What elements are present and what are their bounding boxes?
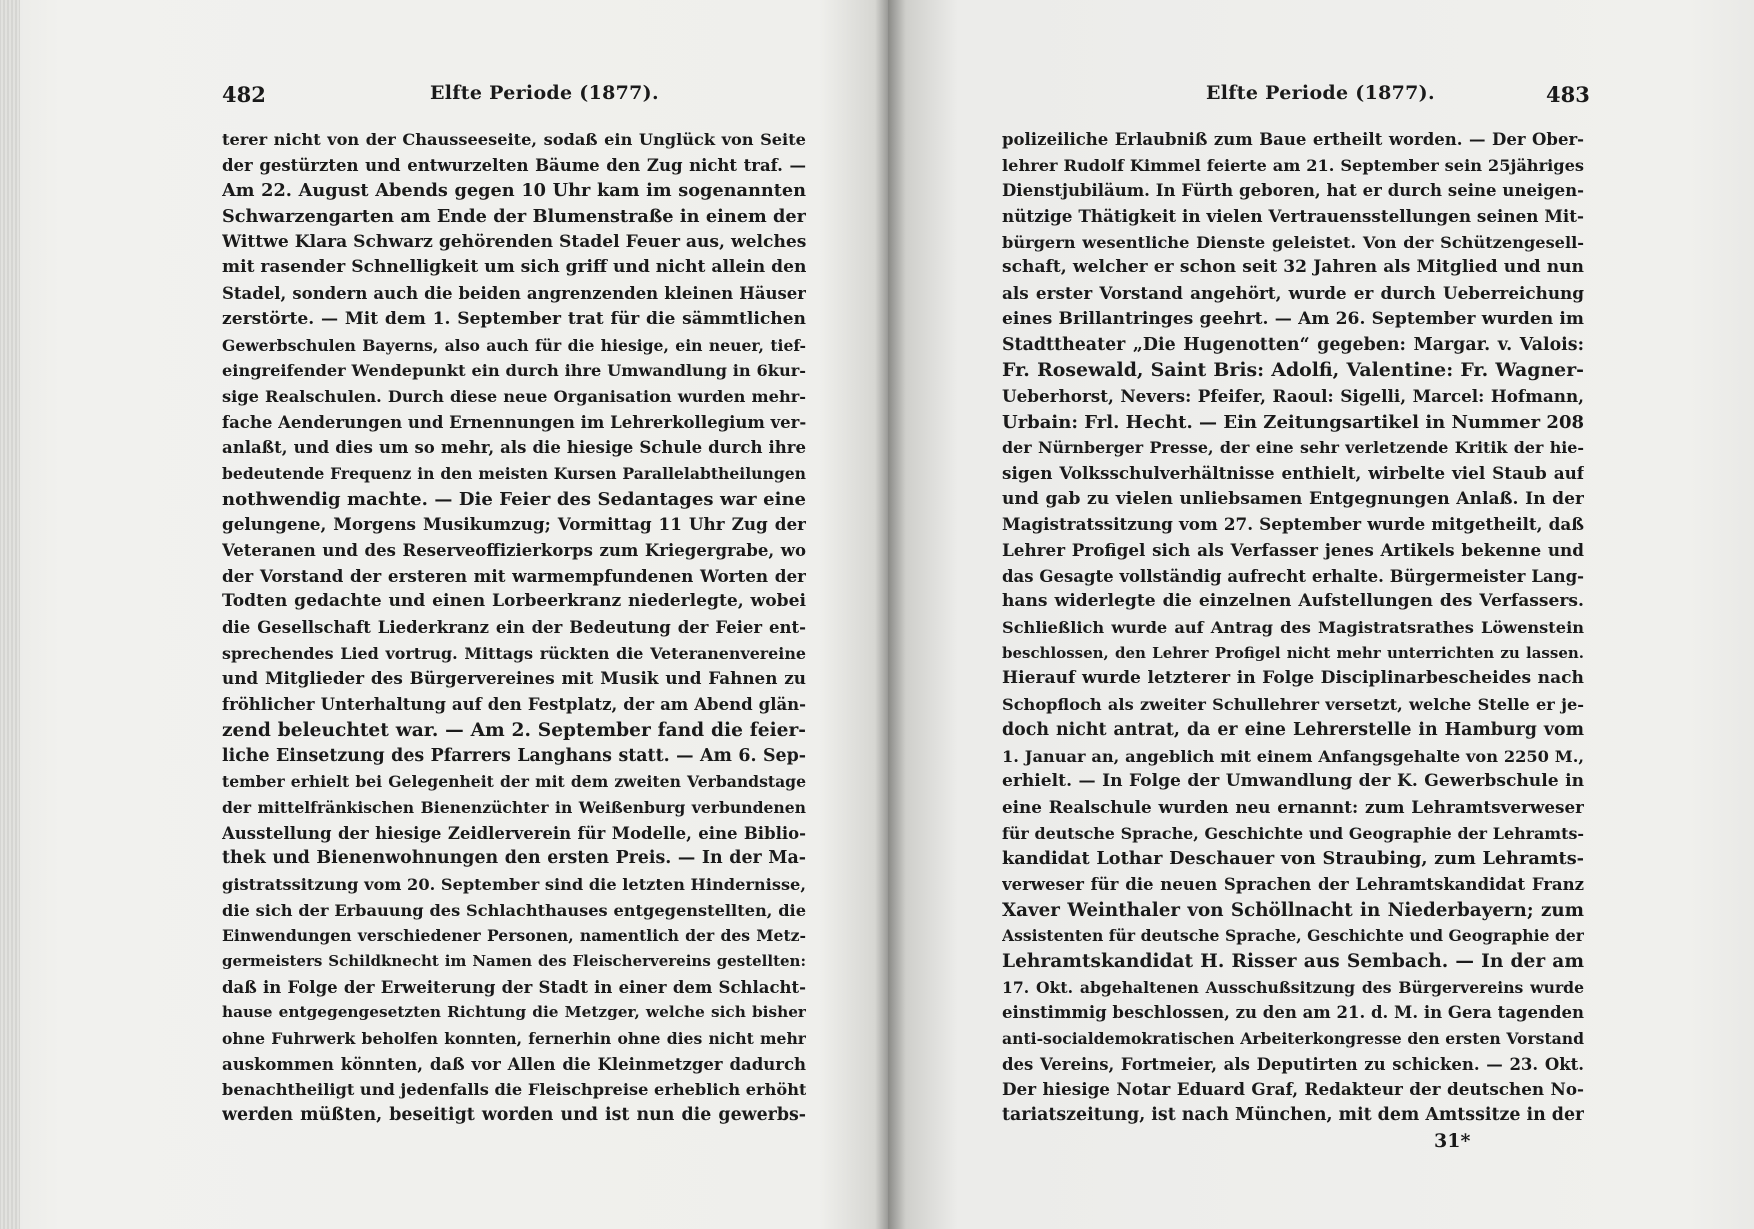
- left-page-number: 482: [222, 82, 266, 107]
- text-line: tariatszeitung, ist nach München, mit dem Amtssitze in der: [1002, 1105, 1584, 1126]
- text-line: gelungene, Morgens Musikumzug; Vormittag 11 Uhr Zug der: [222, 514, 806, 535]
- text-line: und gab zu vielen unliebsamen Entgegnungen Anlaß. In der: [1002, 488, 1584, 509]
- left-page-body: [222, 127, 806, 1129]
- text-line: Wittwe Klara Schwarz gehörenden Stadel Feuer aus, welches: [222, 231, 806, 252]
- text-line: das Gesagte vollständig aufrecht erhalte. Bürgermeister Lang-: [1002, 566, 1584, 586]
- text-line: Todten gedachte und einen Lorbeerkranz niederlegte, wobei: [222, 591, 806, 612]
- text-line: Hierauf wurde letzterer in Folge Disciplinarbescheides nach: [1002, 668, 1584, 689]
- text-line: Stadel, sondern auch die beiden angrenzenden kleinen Häuser: [222, 284, 806, 304]
- text-line: Assistenten für deutsche Sprache, Geschichte und Geographie der: [1002, 926, 1584, 946]
- text-line: fröhlicher Unterhaltung auf den Festplatz, der am Abend glän-: [222, 695, 806, 715]
- text-line: der gestürzten und entwurzelten Bäume den Zug nicht traf. —: [222, 155, 806, 175]
- text-line: fache Aenderungen und Ernennungen im Lehrerkollegium ver-: [222, 412, 806, 432]
- text-line: Schwarzengarten am Ende der Blumenstraße in einem der: [222, 206, 806, 228]
- text-line: Fr. Rosewald, Saint Bris: Adolfi, Valentine: Fr. Wagner-: [1002, 359, 1584, 382]
- text-line: lehrer Rudolf Kimmel feierte am 21. September sein 25jähriges: [1002, 155, 1584, 175]
- text-line: zend beleuchtet war. — Am 2. September fand die feier-: [222, 719, 806, 741]
- right-page-header: [888, 82, 1754, 112]
- text-line: auskommen könnten, daß vor Allen die Kleinmetzger dadurch: [222, 1054, 806, 1074]
- text-line: des Vereins, Fortmeier, als Deputirten zu schicken. — 23. Okt.: [1002, 1054, 1584, 1074]
- text-line: und Mitglieder des Bürgervereines mit Musik und Fahnen zu: [222, 668, 806, 689]
- text-line: die sich der Erbauung des Schlachthauses entgegenstellten, die: [222, 900, 806, 920]
- right-page: [888, 0, 1754, 1229]
- text-line: liche Einsetzung des Pfarrers Langhans statt. — Am 6. Sep-: [222, 745, 806, 766]
- text-line: nützige Thätigkeit in vielen Vertrauensstellungen seinen Mit-: [1002, 206, 1584, 227]
- text-line: nothwendig machte. — Die Feier des Sedantages war eine: [222, 488, 806, 510]
- text-line: tember erhielt bei Gelegenheit der mit dem zweiten Verbandstage: [222, 772, 806, 792]
- text-line: daß in Folge der Erweiterung der Stadt in einer dem Schlacht-: [222, 977, 806, 997]
- text-line: verweser für die neuen Sprachen der Lehramtskandidat Franz: [1002, 874, 1584, 894]
- page-edge-stack: [0, 0, 20, 1229]
- text-line: erhielt. — In Folge der Umwandlung der K. Gewerbschule in: [1002, 771, 1584, 792]
- text-line: mit rasender Schnelligkeit um sich griff und nicht allein den: [222, 257, 806, 278]
- text-line: eine Realschule wurden neu ernannt: zum Lehramtsverweser: [1002, 796, 1584, 817]
- text-line: beschlossen, den Lehrer Profigel nicht mehr unterrichten zu lassen.: [1002, 643, 1584, 662]
- text-line: einstimmig beschlossen, zu den am 21. d. M. in Gera tagenden: [1002, 1003, 1584, 1023]
- text-line: Urbain: Frl. Hecht. — Ein Zeitungsartikel in Nummer 208: [1002, 411, 1584, 433]
- text-line: werden müßten, beseitigt worden und ist nun die gewerbs-: [222, 1105, 806, 1126]
- text-line: Dienstjubiläum. In Fürth geboren, hat er durch seine uneigen-: [1002, 181, 1584, 201]
- text-line: Einwendungen verschiedener Personen, namentlich der des Metz-: [222, 926, 806, 946]
- text-line: Am 22. August Abends gegen 10 Uhr kam im sogenannten: [222, 180, 806, 202]
- text-line: eines Brillantringes geehrt. — Am 26. September wurden im: [1002, 308, 1584, 329]
- text-line: sigen Volksschulverhältnisse enthielt, wirbelte viel Staub auf: [1002, 462, 1584, 483]
- text-line: Lehramtskandidat H. Risser aus Sembach. — In der am: [1002, 951, 1584, 972]
- text-line: thek und Bienenwohnungen den ersten Preis. — In der Ma-: [222, 848, 806, 869]
- text-line: kandidat Lothar Deschauer von Straubing, zum Lehramts-: [1002, 848, 1584, 870]
- text-line: bedeutende Frequenz in den meisten Kursen Parallelabtheilungen: [222, 463, 806, 483]
- right-page-body: [1002, 127, 1584, 1129]
- left-page-header: [0, 82, 888, 112]
- text-line: eingreifender Wendepunkt ein durch ihre Umwandlung in 6kur-: [222, 361, 806, 381]
- text-line: der Vorstand der ersteren mit warmempfundenen Worten der: [222, 565, 806, 586]
- text-line: Ausstellung der hiesige Zeidlerverein für Modelle, eine Biblio-: [222, 823, 806, 843]
- text-line: Xaver Weinthaler von Schöllnacht in Niederbayern; zum: [1002, 899, 1584, 921]
- text-line: sige Realschulen. Durch diese neue Organisation wurden mehr-: [222, 386, 806, 406]
- text-line: für deutsche Sprache, Geschichte und Geographie der Lehramts-: [1002, 823, 1584, 843]
- text-line: bürgern wesentliche Dienste geleistet. Von der Schützengesell-: [1002, 232, 1584, 252]
- text-line: terer nicht von der Chausseeseite, sodaß ein Unglück von Seite: [222, 130, 806, 149]
- text-line: Lehrer Profigel sich als Verfasser jenes Artikels bekenne und: [1002, 540, 1584, 560]
- text-line: ohne Fuhrwerk beholfen konnten, fernerhin ohne dies nicht mehr: [222, 1029, 806, 1049]
- text-line: hans widerlegte die einzelnen Aufstellungen des Verfassers.: [1002, 591, 1584, 612]
- text-line: germeisters Schildknecht im Namen des Fleischervereins gestellten:: [222, 952, 806, 970]
- text-line: benachtheiligt und jedenfalls die Fleischpreise erheblich erhöht: [222, 1080, 806, 1100]
- text-line: polizeiliche Erlaubniß zum Baue ertheilt worden. — Der Ober-: [1002, 130, 1584, 149]
- text-line: zerstörte. — Mit dem 1. September trat für die sämmtlichen: [222, 308, 806, 329]
- text-line: Der hiesige Notar Eduard Graf, Redakteur der deutschen No-: [1002, 1079, 1584, 1100]
- text-line: Stadttheater „Die Hugenotten“ gegeben: Margar. v. Valois:: [1002, 334, 1584, 355]
- text-line: doch nicht antrat, da er eine Lehrerstelle in Hamburg vom: [1002, 719, 1584, 740]
- text-line: hause entgegengesetzten Richtung die Metzger, welche sich bisher: [222, 1003, 806, 1022]
- text-line: 1. Januar an, angeblich mit einem Anfangsgehalte von 2250 M.,: [1002, 746, 1584, 766]
- text-line: anlaßt, und dies um so mehr, als die hiesige Schule durch ihre: [222, 438, 806, 458]
- text-line: der mittelfränkischen Bienenzüchter in Weißenburg verbundenen: [222, 797, 806, 817]
- text-line: gistratssitzung vom 20. September sind die letzten Hindernisse,: [222, 874, 806, 894]
- text-line: Gewerbschulen Bayerns, also auch für die hiesige, ein neuer, tief-: [222, 335, 806, 355]
- text-line: schaft, welcher er schon seit 32 Jahren als Mitglied und nun: [1002, 257, 1584, 278]
- text-line: sprechendes Lied vortrug. Mittags rückten die Veteranenvereine: [222, 643, 806, 663]
- right-page-number: 483: [1546, 82, 1590, 107]
- text-line: Magistratssitzung vom 27. September wurde mitgetheilt, daß: [1002, 514, 1584, 535]
- text-line: Schopfloch als zweiter Schullehrer versetzt, welche Stelle er je-: [1002, 695, 1584, 715]
- left-running-head: Elfte Periode (1877).: [430, 82, 659, 104]
- text-line: Schließlich wurde auf Antrag des Magistratsrathes Löwenstein: [1002, 618, 1584, 638]
- text-line: der Nürnberger Presse, der eine sehr verletzende Kritik der hie-: [1002, 438, 1584, 458]
- right-running-head: Elfte Periode (1877).: [1206, 82, 1435, 104]
- text-line: anti-socialdemokratischen Arbeiterkongresse den ersten Vorstand: [1002, 1029, 1584, 1049]
- signature-mark: 31*: [1434, 1130, 1471, 1152]
- text-line: Veteranen und des Reserveoffizierkorps zum Kriegergrabe, wo: [222, 541, 806, 560]
- text-line: 17. Okt. abgehaltenen Ausschußsitzung des Bürgervereins wurde: [1002, 977, 1584, 997]
- text-line: die Gesellschaft Liederkranz ein der Bedeutung der Feier ent-: [222, 618, 806, 638]
- text-line: Ueberhorst, Nevers: Pfeifer, Raoul: Sigelli, Marcel: Hofmann,: [1002, 385, 1584, 406]
- text-line: als erster Vorstand angehört, wurde er durch Ueberreichung: [1002, 283, 1584, 304]
